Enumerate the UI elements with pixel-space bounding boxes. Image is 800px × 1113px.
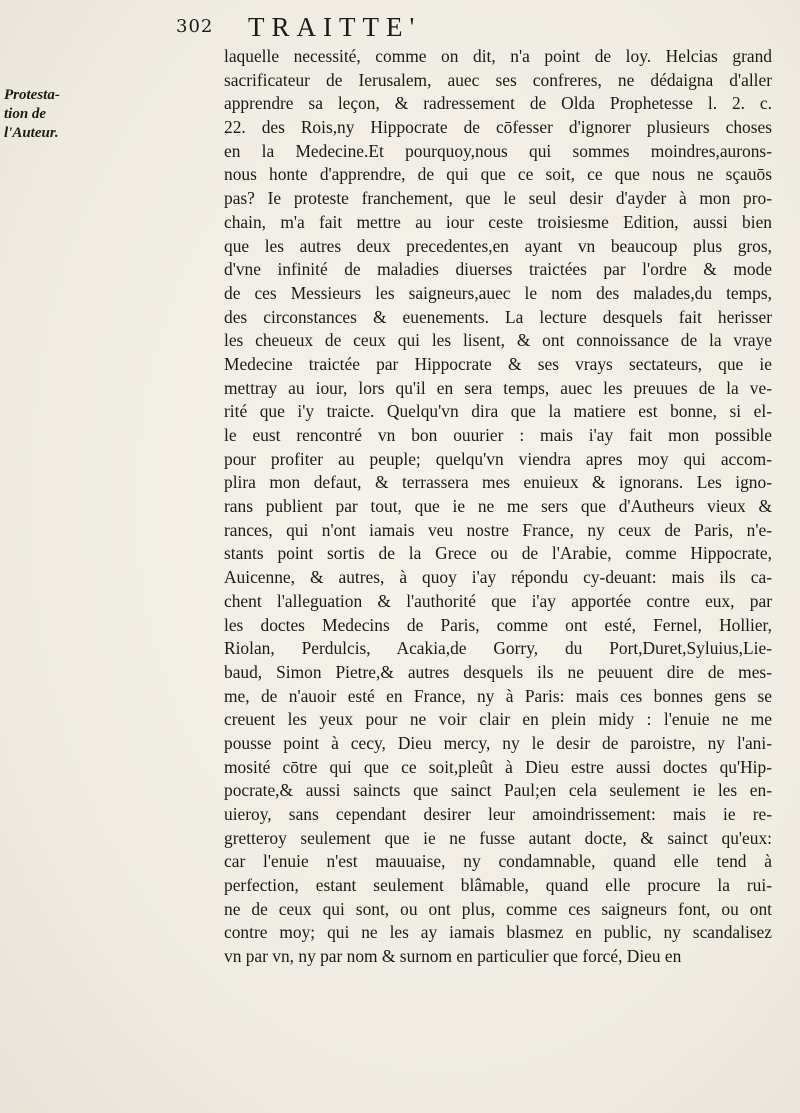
text-line: les cheueux de ceux qui les lisent, & ont connoissance de la vraye: [224, 330, 772, 351]
text-line: apprendre sa leçon, & radressement de Olda Prophetesse l. 2. c.: [224, 93, 772, 114]
text-line: plira mon defaut, & terrassera mes enuieux & ignorans. Les igno-: [224, 472, 772, 493]
margin-note-line: Protesta-: [4, 87, 60, 103]
text-line: Riolan, Perdulcis, Acakia,de Gorry, du Port,Duret,Syluius,Lie-: [224, 638, 772, 659]
text-line: Medecine traictée par Hippocrate & ses vrays sectateurs, que ie: [224, 353, 772, 374]
text-line: d'vne infinité de maladies diuerses traictées par l'ordre & mode: [224, 259, 772, 280]
text-line: nous honte d'apprendre, de qui que ce soit, ce que nous ne sçauōs: [224, 164, 772, 185]
text-line: les doctes Medecins de Paris, comme ont esté, Fernel, Hollier,: [224, 614, 772, 635]
margin-note-line: tion de: [4, 106, 47, 122]
text-line: en la Medecine.Et pourquoy,nous qui sommes moindres,aurons-: [224, 140, 772, 161]
text-line: 22. des Rois,ny Hippocrate de cōfesser d'ignorer plusieurs choses: [224, 117, 772, 138]
text-line: mosité cōtre qui que ce soit,pleût à Dieu estre aussi doctes qu'Hip-: [224, 756, 772, 777]
text-line: vn par vn, ny par nom & surnom en particulier que forcé, Dieu en: [224, 946, 682, 967]
text-line: pocrate,& aussi saincts que sainct Paul;en cela seulement ie les en-: [224, 780, 772, 801]
text-line: rité que i'y traicte. Quelqu'vn dira que la matiere est bonne, si el-: [224, 401, 772, 422]
text-line: sacrificateur de Ierusalem, auec ses confreres, ne dédaigna d'aller: [224, 69, 772, 90]
margin-note-line: l'Auteur.: [4, 125, 59, 141]
text-line: car l'enuie n'est mauuaise, ny condamnable, quand elle tend à: [224, 851, 772, 872]
text-line: rances, qui n'ont iamais veu nostre France, ny ceux de Paris, n'e-: [224, 519, 772, 540]
text-line: uieroy, sans cependant desirer leur amoindrissement: mais ie re-: [224, 804, 772, 824]
text-line: ne de ceux qui sont, ou ont plus, comme ces saigneurs font, ou ont: [224, 898, 772, 919]
text-line: Auicenne, & autres, à quoy i'ay répondu cy-deuant: mais ils ca-: [224, 567, 772, 588]
text-line: pousse point à cecy, Dieu mercy, ny le desir de paroistre, ny l'ani-: [224, 732, 772, 753]
text-line: de ces Messieurs les saigneurs,auec le nom des malades,du temps,: [224, 282, 772, 303]
text-line: chent l'alleguation & l'authorité que i'ay apportée contre eux, par: [224, 590, 772, 611]
text-line: me, de n'auoir esté en France, ny à Paris: mais ces bonnes gens se: [224, 685, 772, 706]
text-line: baud, Simon Pietre,& autres desquels ils ne peuuent dire de mes-: [224, 661, 772, 682]
running-head: TRAITTE': [248, 12, 422, 42]
text-line: rans publient par tout, que ie ne me sers que d'Autheurs vieux &: [224, 496, 772, 517]
text-line: que les autres deux precedentes,en ayant vn beaucoup plus gros,: [224, 235, 772, 256]
margin-note: [4, 86, 74, 143]
text-line: contre moy; qui ne les ay iamais blasmez en public, ny scandalisez: [224, 922, 772, 943]
page-header: [176, 12, 736, 44]
text-line: stants point sortis de la Grece ou de l'Arabie, comme Hippocrate,: [224, 543, 772, 564]
text-line: laquelle necessité, comme on dit, n'a point de loy. Helcias grand: [224, 46, 772, 66]
text-line: des circonstances & euenements. La lecture desquels fait herisser: [224, 306, 772, 327]
text-line: chain, m'a fait mettre au iour ceste troisiesme Edition, aussi bien: [224, 211, 772, 232]
text-line: gretteroy seulement que ie ne fusse autant docte, & sainct qu'eux:: [224, 827, 772, 848]
text-line: le eust rencontré vn bon ouurier : mais i'ay fait mon possible: [224, 425, 772, 445]
body-text: [224, 45, 772, 969]
text-line: pour profiter au peuple; quelqu'vn viendra apres moy qui accom-: [224, 448, 772, 469]
text-line: pas? Ie proteste franchement, que le seul desir d'ayder à mon pro-: [224, 188, 772, 209]
text-line: creuent les yeux pour ne voir clair en plein midy : l'enuie ne me: [224, 709, 772, 730]
page-number: 302: [176, 16, 214, 37]
text-line: perfection, estant seulement blâmable, quand elle procure la rui-: [224, 875, 772, 896]
text-line: mettray au iour, lors qu'il en sera temps, auec les preuues de la ve-: [224, 377, 772, 398]
